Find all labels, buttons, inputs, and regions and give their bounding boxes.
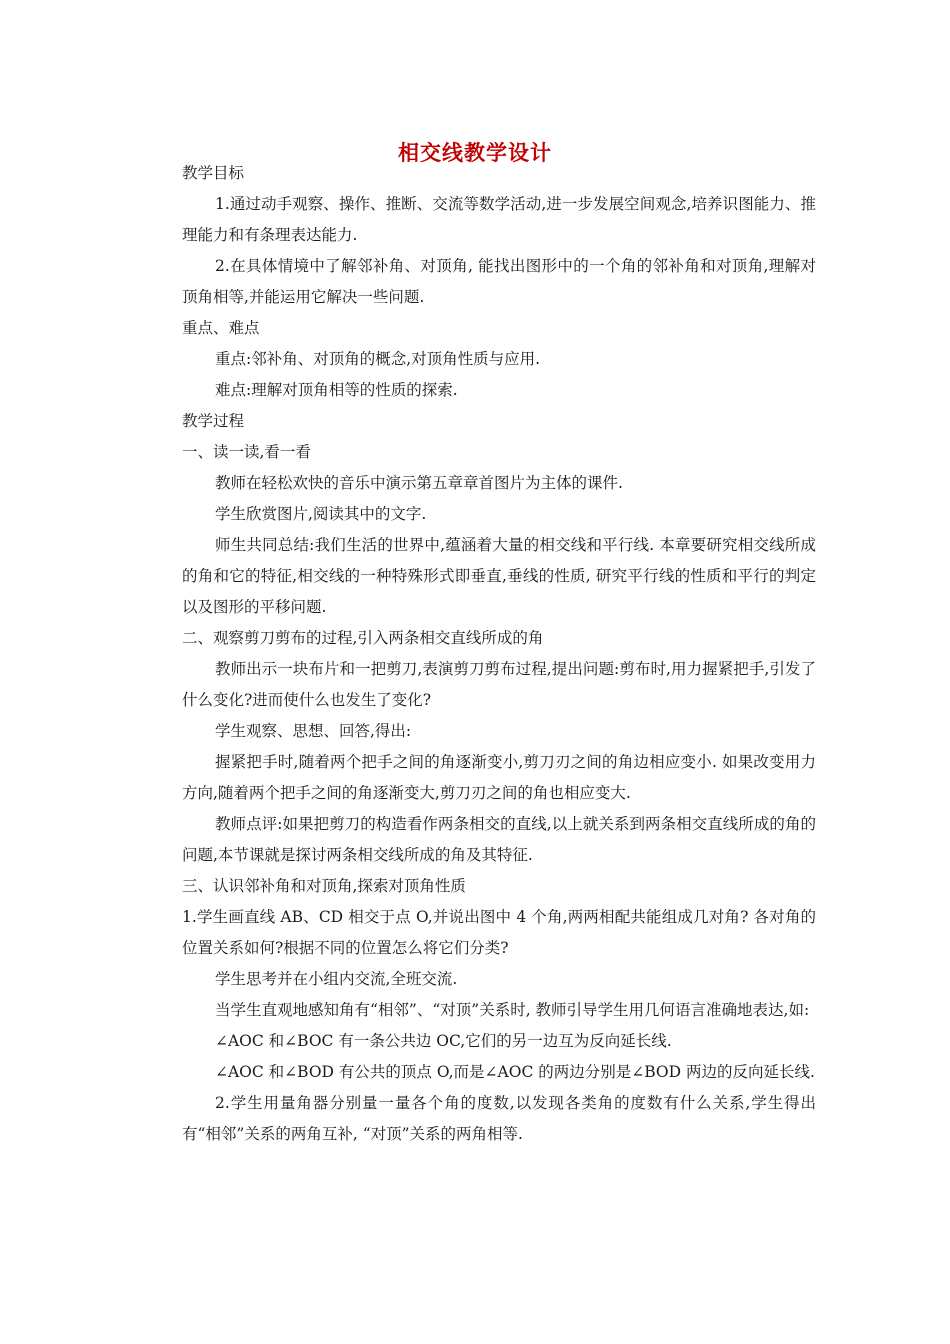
paragraph: 2.学生用量角器分别量一量各个角的度数,以发现各类角的度数有什么关系,学生得出有“相邻”关系的两角互补, “对顶”关系的两角相等.	[182, 1094, 816, 1143]
paragraph: 1.学生画直线 AB、CD 相交于点 O,并说出图中 4 个角,两两相配共能组成几对角? 各对角的位置关系如何?根据不同的位置怎么将它们分类?	[182, 908, 816, 957]
paragraph: 2.在具体情境中了解邻补角、对顶角, 能找出图形中的一个角的邻补角和对顶角,理解对顶角相等,并能运用它解决一些问题.	[182, 257, 816, 306]
section-heading: 教学目标	[182, 164, 245, 182]
paragraph: 学生欣赏图片,阅读其中的文字.	[215, 505, 427, 523]
paragraph: ∠AOC 和∠BOD 有公共的顶点 O,而是∠AOC 的两边分别是∠BOD 两边的反向延长线.	[215, 1063, 815, 1081]
document-body	[182, 158, 816, 1150]
section-heading: 教学过程	[182, 412, 245, 430]
subsection-heading: 二、观察剪刀剪布的过程,引入两条相交直线所成的角	[182, 629, 544, 647]
subsection-heading: 三、认识邻补角和对顶角,探索对顶角性质	[182, 877, 466, 895]
paragraph: 教师点评:如果把剪刀的构造看作两条相交的直线,以上就关系到两条相交直线所成的角的问题,本节课就是探讨两条相交线所成的角及其特征.	[182, 815, 816, 864]
paragraph: 教师在轻松欢快的音乐中演示第五章章首图片为主体的课件.	[215, 474, 623, 492]
document-title: 相交线教学设计	[398, 141, 552, 165]
paragraph: 当学生直观地感知角有“相邻”、“对顶”关系时, 教师引导学生用几何语言准确地表达,如:	[215, 1001, 810, 1019]
subsection-heading: 一、读一读,看一看	[182, 443, 311, 461]
paragraph: 教师出示一块布片和一把剪刀,表演剪刀剪布过程,提出问题:剪布时,用力握紧把手,引发了什么变化?进而使什么也发生了变化?	[182, 660, 816, 709]
paragraph: 学生思考并在小组内交流,全班交流.	[215, 970, 458, 988]
paragraph: 1.通过动手观察、操作、推断、交流等数学活动,进一步发展空间观念,培养识图能力、推理能力和有条理表达能力.	[182, 195, 816, 244]
paragraph: 学生观察、思想、回答,得出:	[215, 722, 412, 740]
paragraph: 师生共同总结:我们生活的世界中,蕴涵着大量的相交线和平行线. 本章要研究相交线所成的角和它的特征,相交线的一种特殊形式即垂直,垂线的性质, 研究平行线的性质和平行的判定以及图形的平移问题.	[182, 536, 816, 616]
paragraph: ∠AOC 和∠BOC 有一条公共边 OC,它们的另一边互为反向延长线.	[215, 1032, 672, 1050]
paragraph: 难点:理解对顶角相等的性质的探索.	[215, 381, 458, 399]
paragraph: 重点:邻补角、对顶角的概念,对顶角性质与应用.	[215, 350, 541, 368]
paragraph: 握紧把手时,随着两个把手之间的角逐渐变小,剪刀刃之间的角边相应变小. 如果改变用力方向,随着两个把手之间的角逐渐变大,剪刀刃之间的角也相应变大.	[182, 753, 816, 802]
section-heading: 重点、难点	[182, 319, 260, 337]
